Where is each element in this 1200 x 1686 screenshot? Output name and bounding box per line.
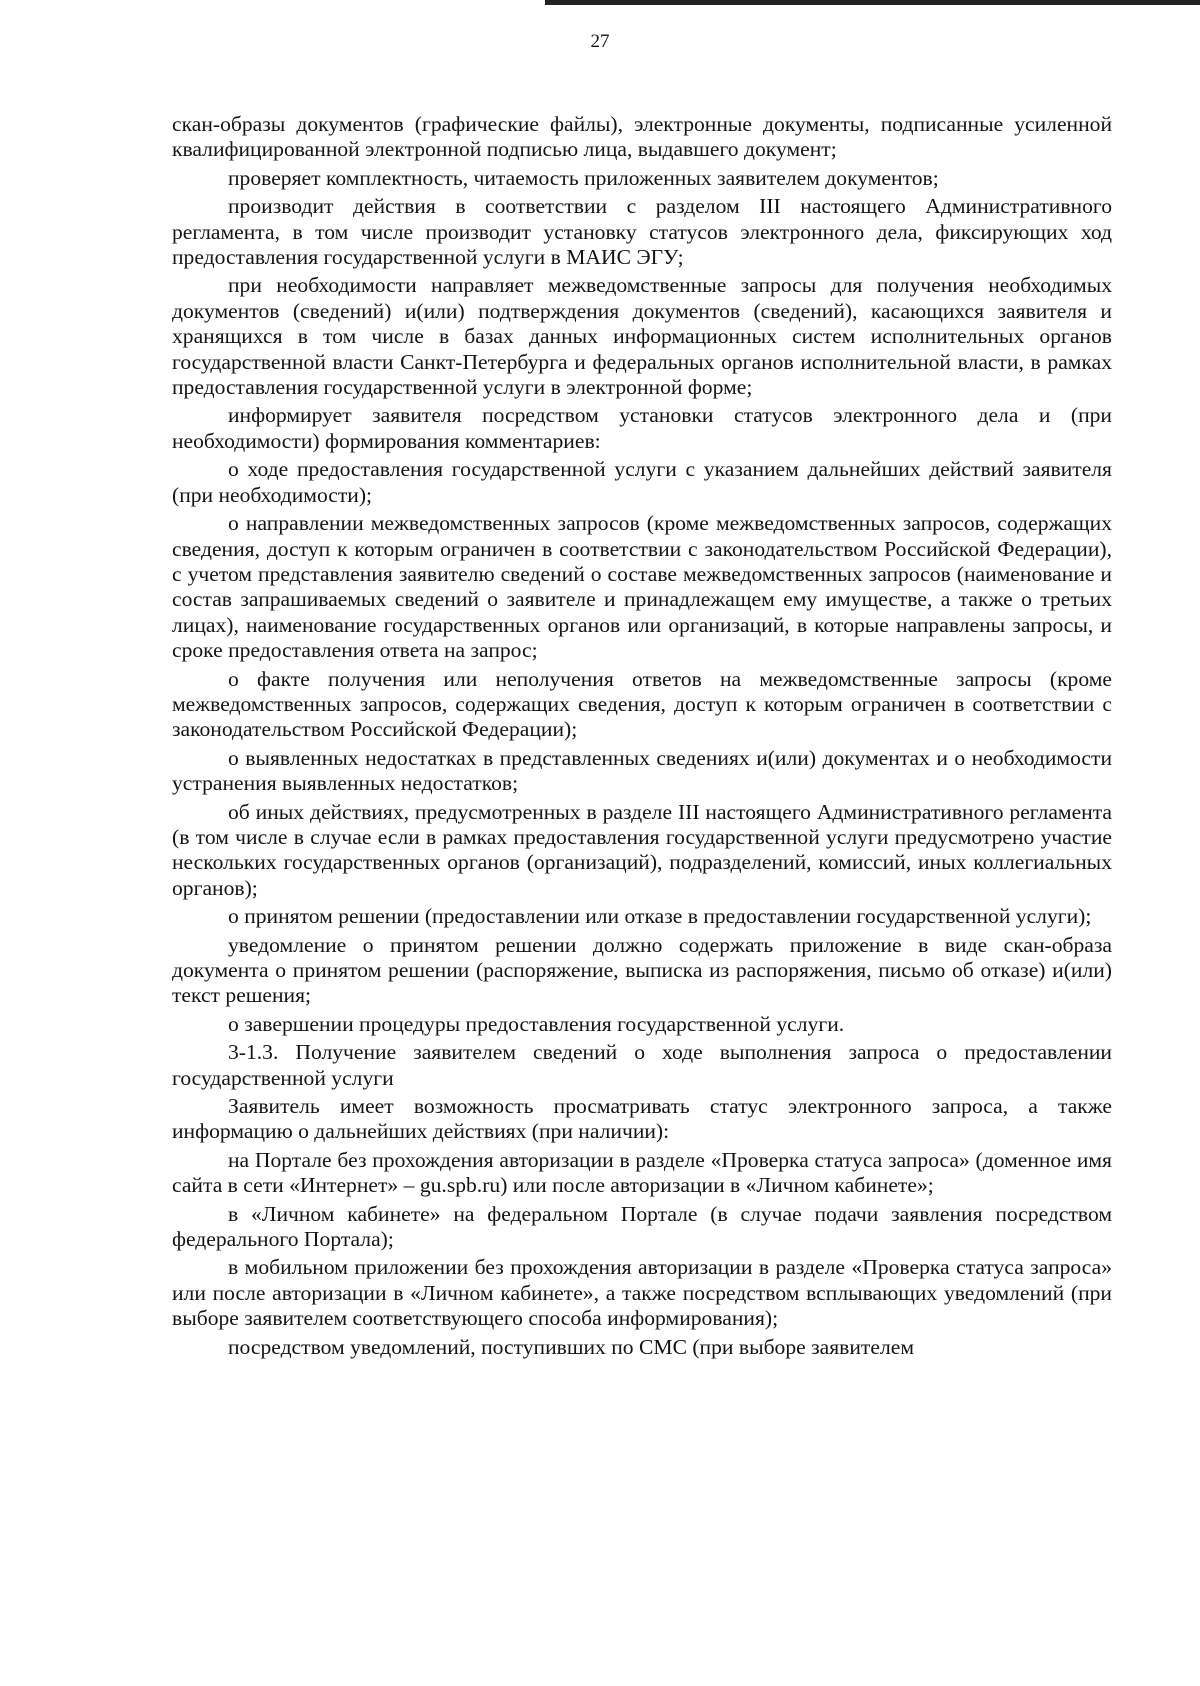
body-paragraph: на Портале без прохождения авторизации в разделе «Проверка статуса запроса» (доменное имя сайта в сети «Интернет» – gu.spb.ru) или после авторизации в «Личном кабинете»; bbox=[172, 1147, 1112, 1198]
body-paragraph: о направлении межведомственных запросов (кроме межведомственных запросов, содержащих сведения, доступ к которым ограничен в соответствии с законодательством Российской Федерации), с учетом представления заявителю сведений о составе межведомственных запросов (наименование и состав запрашиваемых сведений о заявителе и принадлежащем ему имуществе, а также о третьих лицах), наименование государственных органов или организаций, в которые направлены запросы, и сроке предоставления ответа на запрос; bbox=[172, 511, 1112, 663]
body-paragraph: Заявитель имеет возможность просматривать статус электронного запроса, а также информацию о дальнейших действиях (при наличии): bbox=[172, 1094, 1112, 1144]
body-paragraph: о завершении процедуры предоставления государственной услуги. bbox=[228, 1011, 845, 1036]
body-paragraph: производит действия в соответствии с разделом III настоящего Административного регламента, в том числе производит установку статусов электронного дела, фиксирующих ход предоставления государственной услуги в МАИС ЭГУ; bbox=[172, 194, 1112, 270]
body-paragraph: скан-образы документов (графические файлы), электронные документы, подписанные усиленной квалифицированной электронной подписью лица, выдавшего документ; bbox=[172, 112, 1112, 162]
body-paragraph: о факте получения или неполучения ответов на межведомственные запросы (кроме межведомственных запросов, содержащих сведения, доступ к которым ограничен в соответствии с законодательством Российской Федерации); bbox=[172, 666, 1112, 742]
body-paragraph: информирует заявителя посредством установки статусов электронного дела и (при необходимости) формирования комментариев: bbox=[172, 403, 1112, 453]
document-body bbox=[172, 112, 1112, 1363]
body-paragraph: о ходе предоставления государственной услуги с указанием дальнейших действий заявителя (при необходимости); bbox=[172, 457, 1112, 507]
body-paragraph: о выявленных недостатках в представленных сведениях и(или) документах и о необходимости устранения выявленных недостатков; bbox=[172, 745, 1112, 796]
body-paragraph: о принятом решении (предоставлении или отказе в предоставлении государственной услуги); bbox=[228, 904, 1092, 929]
body-paragraph: проверяет комплектность, читаемость приложенных заявителем документов; bbox=[228, 165, 939, 190]
body-paragraph: об иных действиях, предусмотренных в разделе III настоящего Административного регламента (в том числе в случае если в рамках предоставления государственной услуги предусмотрено участие нескольких государственных органов (организаций), подразделений, комиссий, иных коллегиальных органов); bbox=[172, 799, 1112, 900]
page-number: 27 bbox=[590, 31, 610, 52]
body-paragraph: уведомление о принятом решении должно содержать приложение в виде скан-образа документа о принятом решении (распоряжение, выписка из распоряжения, письмо об отказе) и(или) текст решения; bbox=[172, 932, 1112, 1008]
body-paragraph: посредством уведомлений, поступивших по СМС (при выборе заявителем bbox=[228, 1334, 914, 1359]
body-paragraph: 3-1.3. Получение заявителем сведений о ходе выполнения запроса о предоставлении государственной услуги bbox=[172, 1040, 1112, 1090]
top-edge-rule bbox=[545, 0, 1200, 5]
body-paragraph: при необходимости направляет межведомственные запросы для получения необходимых документов (сведений) и(или) подтверждения документов (сведений), касающихся заявителя и хранящихся в том числе в базах данных информационных систем исполнительных органов государственной власти Санкт-Петербурга и федеральных органов исполнительной власти, в рамках предоставления государственной услуги в электронной форме; bbox=[172, 273, 1112, 400]
body-paragraph: в мобильном приложении без прохождения авторизации в разделе «Проверка статуса запроса» или после авторизации в «Личном кабинете», а также посредством всплывающих уведомлений (при выборе заявителем соответствующего способа информирования); bbox=[172, 1255, 1112, 1331]
body-paragraph: в «Личном кабинете» на федеральном Портале (в случае подачи заявления посредством федерального Портала); bbox=[172, 1201, 1112, 1252]
